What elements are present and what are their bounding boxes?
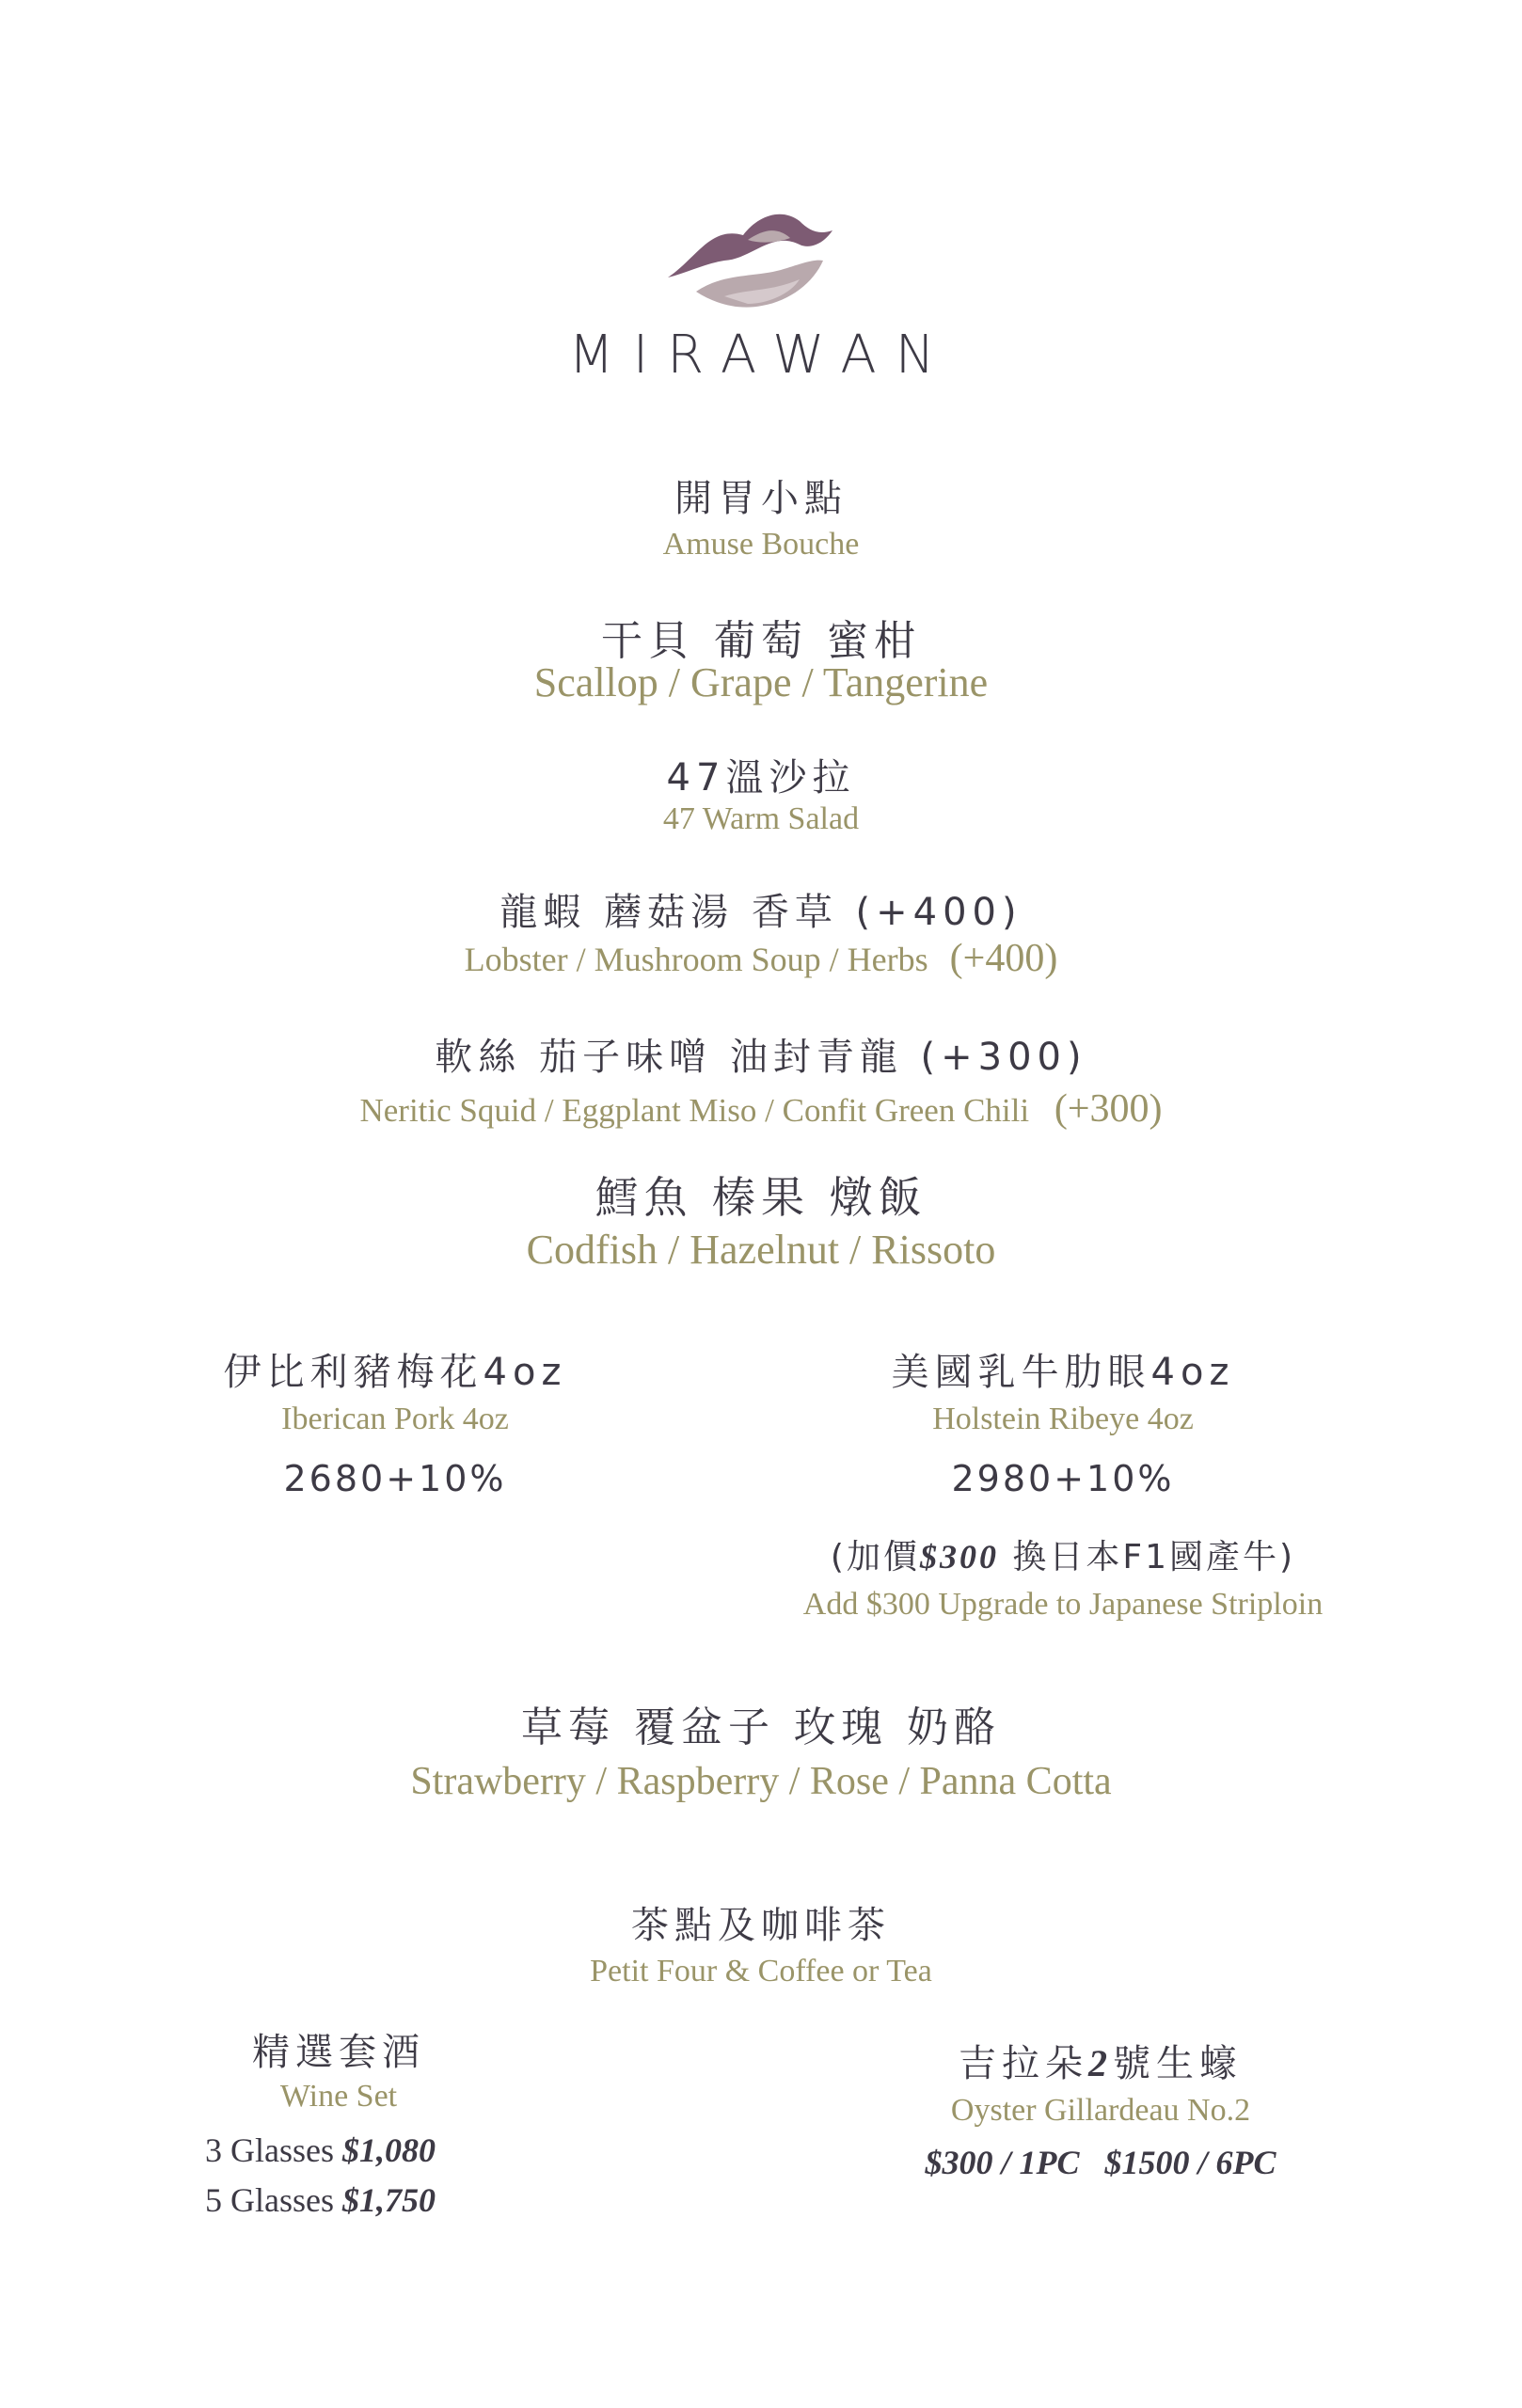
- course-salad-zh: 47溫沙拉: [666, 756, 856, 800]
- course-lobster-en: Lobster / Mushroom Soup / Herbs: [464, 941, 928, 978]
- course-codfish-en: Codfish / Hazelnut / Rissoto: [526, 1227, 996, 1273]
- wine-option-3: [205, 2131, 436, 2170]
- wine-option-5-label: 5 Glasses: [205, 2181, 334, 2219]
- upgrade-en: Add $300 Upgrade to Japanese Striploin: [802, 1587, 1324, 1622]
- main-pork-zh: 伊比利豬梅花4oz: [223, 1351, 567, 1394]
- course-squid-surcharge: (+300): [1054, 1087, 1163, 1131]
- course-squid-en: Neritic Squid / Eggplant Miso / Confit Green Chili: [359, 1092, 1030, 1129]
- oyster-en: Oyster Gillardeau No.2: [950, 2093, 1251, 2128]
- oyster-zh-num: 2: [1088, 2042, 1113, 2084]
- upgrade-zh-price: $300: [919, 1538, 999, 1576]
- wine-set-en: Wine Set: [279, 2079, 398, 2114]
- main-ribeye-price: 2980+10%: [951, 1458, 1175, 1499]
- wine-set-zh: 精選套酒: [252, 2031, 425, 2074]
- wine-option-5-price: $1,750: [342, 2181, 436, 2219]
- upgrade-zh-pre: (加價: [830, 1538, 920, 1576]
- main-pork-en: Iberican Pork 4oz: [281, 1402, 509, 1436]
- oyster-zh-post: 號生蠔: [1113, 2042, 1243, 2085]
- course-salad-en: 47 Warm Salad: [662, 801, 860, 836]
- course-codfish-zh: 鱈魚 榛果 燉飯: [595, 1172, 927, 1223]
- oyster-zh-line: [847, 2034, 1355, 2087]
- course-amuse-en: Amuse Bouche: [662, 527, 860, 562]
- course-lobster-surcharge: (+400): [949, 937, 1058, 980]
- lips-mountain-logo-icon: [658, 202, 856, 315]
- dessert-zh: 草莓 覆盆子 玫瑰 奶酪: [521, 1703, 1001, 1751]
- upgrade-zh-line: [781, 1530, 1345, 1578]
- course-scallop-zh: 干貝 葡萄 蜜柑: [601, 617, 921, 665]
- brand-name: MIRAWAN: [568, 325, 954, 386]
- wine-option-5: [205, 2180, 436, 2220]
- wine-option-3-label: 3 Glasses: [205, 2131, 334, 2169]
- course-lobster-zh: 龍蝦 蘑菇湯 香草 (+400): [499, 891, 1023, 934]
- dessert-en: Strawberry / Raspberry / Rose / Panna Cotta: [410, 1760, 1112, 1803]
- course-scallop-en: Scallop / Grape / Tangerine: [533, 659, 989, 705]
- main-ribeye-zh: 美國乳牛肋眼4oz: [891, 1351, 1235, 1394]
- course-squid-en-line: [0, 1086, 1522, 1132]
- main-pork-price: 2680+10%: [283, 1458, 507, 1499]
- wine-option-3-price: $1,080: [342, 2131, 436, 2169]
- course-squid-zh: 軟絲 茄子味噌 油封青龍 (+300): [435, 1036, 1087, 1079]
- petit-four-zh: 茶點及咖啡茶: [631, 1904, 891, 1947]
- upgrade-zh-post: 換日本F1國產牛): [998, 1538, 1296, 1576]
- main-ribeye-en: Holstein Ribeye 4oz: [932, 1402, 1194, 1436]
- course-amuse-zh: 開胃小點: [674, 477, 848, 520]
- oyster-price: $300 / 1PC $1500 / 6PC: [925, 2144, 1276, 2181]
- course-lobster-en-line: [0, 936, 1522, 981]
- petit-four-en: Petit Four & Coffee or Tea: [590, 1954, 932, 1988]
- oyster-zh-pre: 吉拉朵: [959, 2042, 1088, 2085]
